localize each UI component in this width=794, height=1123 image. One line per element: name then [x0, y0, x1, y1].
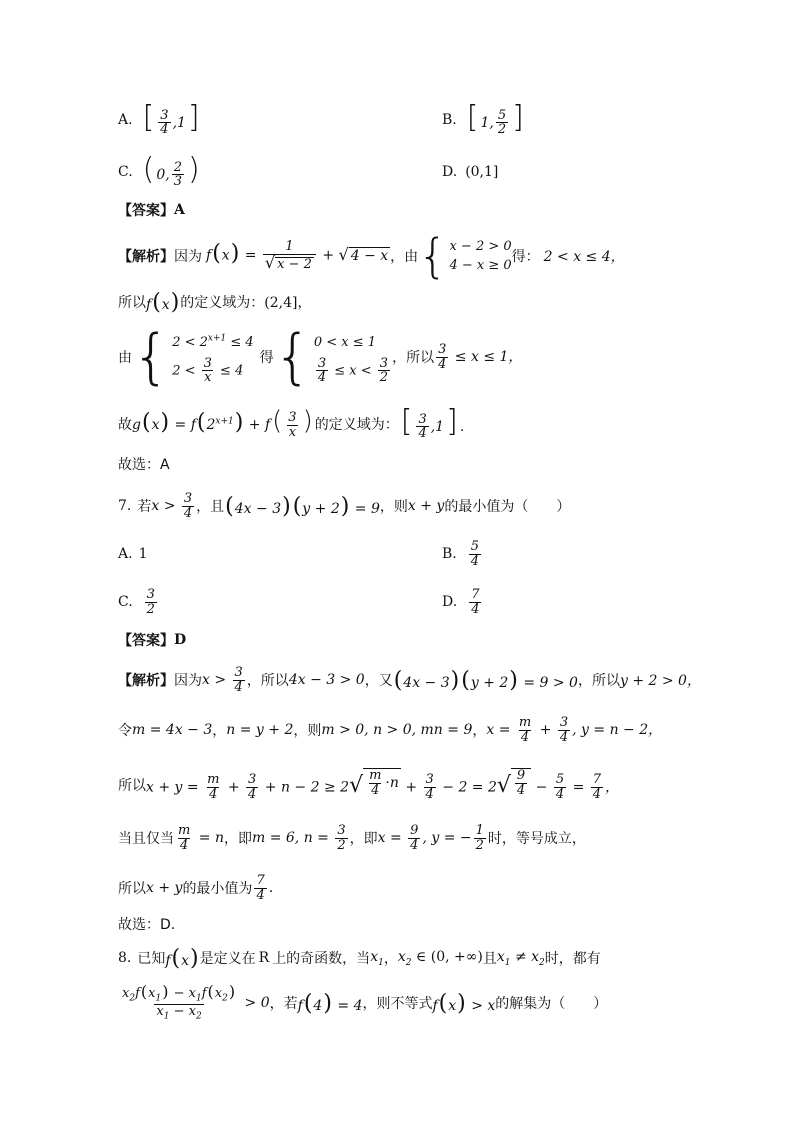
q7-conclusion: [118, 906, 175, 942]
inequality-system-3: { 0 < x ≤ 1 $\frac{3}{4}$ ≤ x < $\frac{3}{2}$: [273, 322, 389, 392]
given-value: f(4) = 4: [297, 990, 363, 1016]
set-R: R: [258, 950, 270, 966]
product-expr: (4x − 3)(y + 2) = 9 > 0: [393, 667, 578, 693]
q6-analysis-line-2: [118, 282, 311, 322]
option-c-value: ( 0, $\frac{2}{3}$ ): [142, 151, 200, 190]
q7-option-b: [442, 534, 483, 574]
text-segment: ，则: [379, 499, 408, 515]
text-segment: 是定义在: [199, 951, 256, 967]
neq-condition: $x_1 \ne x_2$: [496, 948, 545, 968]
text-segment: n = y + 2: [226, 722, 294, 738]
q7-analysis-line-1: [118, 656, 701, 704]
domain-result: [ $\frac{3}{4}$ ,1] .: [400, 403, 465, 442]
text-segment: 的定义域为：: [314, 417, 399, 433]
text-segment: 上的奇函数，当: [272, 951, 371, 967]
formula-gx: $g(x) = f(2^{x+1}) + f$( $\frac{3}{x}$ ): [132, 406, 313, 440]
formula-fx: f(x) = 1 √ x − 2 + √ 4 − x: [206, 239, 389, 273]
text-segment: ，则: [293, 723, 322, 739]
option-b-label: B.: [442, 112, 457, 128]
q6-option-d: [442, 152, 498, 192]
formula-fx-short: f(x): [146, 289, 180, 315]
q7-analysis-line-3: [118, 758, 619, 812]
option-d-label: D.: [442, 164, 458, 180]
text-segment: ，且: [196, 499, 225, 515]
text-segment: ，即: [349, 831, 378, 847]
text-segment: ，: [212, 723, 227, 739]
target-expr: x + y: [407, 498, 445, 514]
text-segment: 当且仅当: [118, 831, 174, 847]
text-segment: ，若: [269, 996, 298, 1012]
text-segment: 故: [118, 417, 132, 433]
option-c-label: C.: [118, 594, 133, 610]
q6-conclusion: [118, 446, 170, 482]
q6-option-a: [118, 100, 202, 140]
answer-value: D: [174, 632, 187, 648]
text-segment: m > 0, n > 0, mn = 9: [321, 722, 473, 738]
q6-option-b: [442, 100, 526, 140]
q7-option-a: [118, 534, 147, 574]
answer-value: A: [174, 202, 185, 218]
inequality-system-2: { $2 < 2^{x+1} \le 4$ 2 < $\frac{3}{x}$ ≤ 4: [132, 322, 254, 392]
q6-analysis-line-4: [118, 400, 464, 448]
question-number: 7.: [118, 498, 132, 514]
condition-x: x > $\frac{3}{4}$: [202, 664, 243, 695]
text-segment: 所以: [118, 881, 146, 897]
text-segment: 因为: [174, 249, 202, 265]
text-segment: 若: [137, 499, 152, 515]
equality-values-mn: m = 6, n = $\frac{3}{2}$: [251, 822, 346, 853]
monotonic-condition: $\frac{x_2f(x_1) - x_1f(x_2)}{x_1 - x_2}$ > 0: [122, 981, 270, 1022]
text-segment: y + 2 > 0，: [619, 673, 701, 689]
option-b-value: $\frac{5}{4}$: [470, 538, 480, 569]
analysis-prefix: 【解析】: [118, 249, 174, 265]
text-segment: 故选：D.: [118, 917, 176, 933]
option-d-value: (0,1]: [465, 164, 499, 180]
text-segment: 时，都有: [544, 951, 601, 967]
text-segment: ，即: [223, 831, 252, 847]
text-segment: 得: [259, 350, 274, 366]
answer-prefix: 【答案】: [118, 203, 174, 219]
q7-analysis-line-5: [118, 864, 273, 912]
option-d-value: $\frac{7}{4}$: [471, 586, 480, 617]
q7-stem: [118, 482, 570, 530]
condition-eq: (4x − 3)(y + 2) = 9: [225, 493, 380, 519]
q7-answer: [118, 622, 186, 658]
text-segment: 所以: [118, 295, 146, 311]
substitution: x = $\frac{m}{4}$ + $\frac{3}{4}$ , y = n − 2，: [486, 714, 663, 745]
inequality-system-1: { x − 2 > 0 4 − x ≥ 0: [418, 229, 512, 283]
text-segment: 令: [118, 723, 132, 739]
text-segment: (2,4]，: [264, 295, 312, 311]
am-gm-derivation: x + y = $\frac{m}{4}$ + $\frac{3}{4}$ + n − 2 ≥ 2 √ $\frac{m}{4}$ ·n + $\frac{3}{4}$ − 2 = 2 √ $\frac{9}{4}$ − $\frac{5}{4}$ = $\frac{7}{4}$ ，: [146, 768, 620, 803]
option-a-value: [ $\frac{3}{4}$ ,1]: [142, 99, 200, 138]
q6-option-c: [118, 152, 202, 192]
text-segment: 的最小值为（ ）: [444, 499, 571, 515]
option-b-value: [ 1, $\frac{5}{2}$ ]: [466, 99, 524, 138]
q7-analysis-line-2: [118, 706, 662, 754]
q6-analysis-line-1: [118, 229, 625, 283]
text-segment: ，所以: [392, 350, 435, 366]
text-segment: ，: [472, 723, 487, 739]
target-inequality: f(x) > x: [432, 990, 496, 1016]
analysis-prefix: 【解析】: [118, 673, 174, 689]
option-a-value: 1: [138, 546, 148, 562]
question-number: 8.: [118, 950, 132, 966]
text-segment: 故选：A: [118, 457, 170, 473]
text-segment: 4x − 3 > 0: [288, 672, 365, 688]
formula-fx-short: f(x): [165, 945, 199, 971]
option-b-label: B.: [442, 546, 457, 562]
target-expr: x + y: [146, 880, 183, 896]
equality-condition: $\frac{m}{4}$ = n: [178, 822, 224, 853]
option-c-label: C.: [118, 164, 133, 180]
text-segment: m = 4x − 3: [132, 722, 213, 738]
text-segment: ，所以: [246, 673, 289, 689]
q8-stem-line-1: [118, 938, 601, 978]
text-segment: 因为: [174, 673, 202, 689]
q8-stem-line-2: [118, 978, 607, 1028]
option-a-label: A.: [118, 112, 133, 128]
text-segment: ，又: [364, 673, 393, 689]
text-segment: ，则不等式: [362, 996, 433, 1012]
q6-analysis-line-3: [118, 322, 522, 392]
q7-option-c: [118, 582, 159, 622]
min-value: $\frac{7}{4}$ .: [256, 872, 274, 903]
option-d-label: D.: [442, 594, 458, 610]
option-a-label: A.: [118, 546, 133, 562]
text-segment: ，所以: [577, 673, 620, 689]
q6-answer: [118, 192, 185, 228]
text-segment: ，: [383, 951, 398, 967]
text-segment: 所以: [118, 778, 146, 794]
text-segment: 且: [482, 951, 497, 967]
text-segment: 已知: [137, 951, 166, 967]
text-segment: 的定义域为：: [180, 295, 265, 311]
text-segment: 的解集为（ ）: [495, 996, 608, 1012]
text-segment: 2 < x ≤ 4，: [543, 249, 625, 265]
text-segment: 时，等号成立，: [487, 831, 586, 847]
text-segment: ，由: [390, 249, 419, 265]
var-x1: $x_1$: [370, 948, 384, 968]
text-segment: 得：: [511, 249, 540, 265]
equality-values-xy: x = $\frac{9}{4}$ , y = − $\frac{1}{2}$: [377, 822, 484, 853]
answer-prefix: 【答案】: [118, 633, 174, 649]
result-range: $\frac{3}{4}$ ≤ x ≤ 1，: [438, 341, 523, 372]
q7-analysis-line-4: [118, 814, 586, 862]
text-segment: 由: [118, 350, 132, 366]
option-c-value: $\frac{3}{2}$: [146, 586, 155, 617]
q7-option-d: [442, 582, 483, 622]
domain-x2: $x_2$ ∈ (0, +∞): [397, 948, 483, 968]
condition-x: x > $\frac{3}{4}$: [151, 490, 193, 521]
text-segment: 的最小值为: [182, 881, 253, 897]
